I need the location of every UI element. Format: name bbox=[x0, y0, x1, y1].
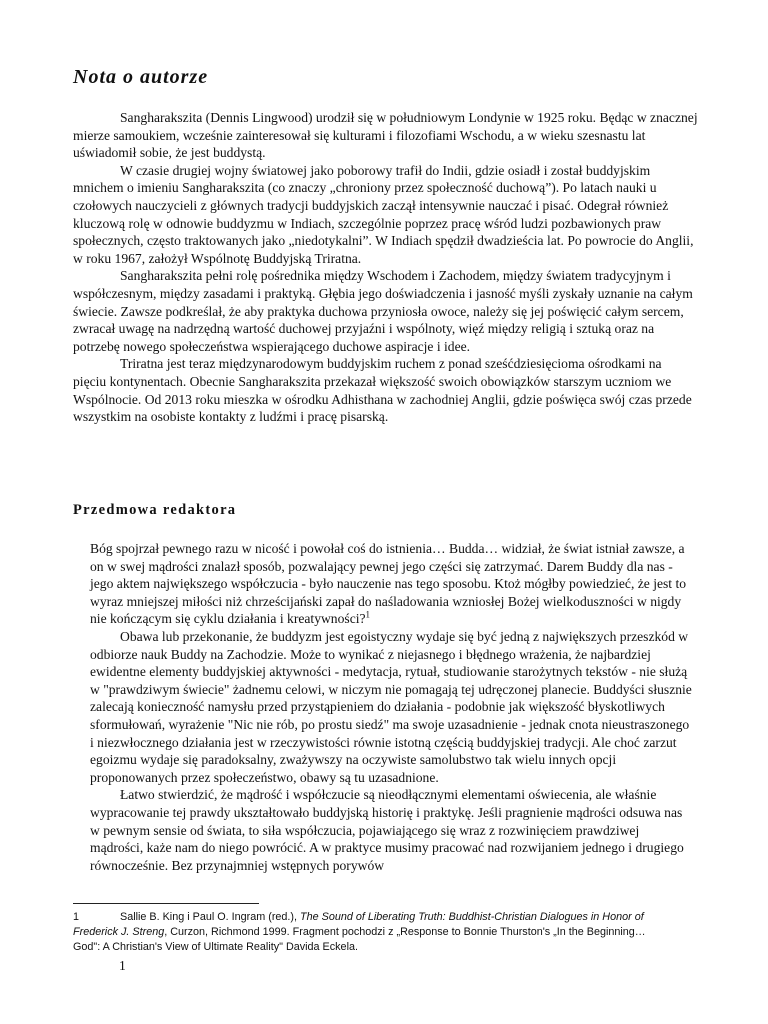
preface-paragraph: Łatwo stwierdzić, że mądrość i współczucie są nieodłącznymi elementami oświecenia, ale właśnie wypracowanie tej prawdy ukształtowało buddyjską historię i praktykę. Jeśli pragnienie mądrości odsuwa nas w pewnym sensie od świata, to siła współczucia, pojawiającego się wraz z rozwinięciem prawdziwej mądrości, każe nam do niego powrócić. A w praktyce musimy pracować nad rozwijaniem jednego i drugiego równocześnie. Bez przynajmniej wstępnych porywów bbox=[90, 787, 684, 873]
about-paragraph: W czasie drugiej wojny światowej jako poborowy trafił do Indii, gdzie osiadł i został buddyjskim mnichem o imieniu Sangharakszita (co znaczy „chroniony przez społeczność duchową”). Po latach nauki u czołowych nauczycieli z głównych tradycji buddyjskich zaczął intensywnie nauczać i pisać. Odegrał również kluczową rolę w odnowie buddyzmu w Indiach, szczególnie poprzez pracę wśród ludzi pozbawionych praw społecznych, często traktowanych jako „niedotykalni”. W Indiach spędził dwadzieścia lat. Po powrocie do Anglii, w roku 1967, założył Wspólnotę Buddyjską Triratna. bbox=[73, 162, 694, 266]
editor-preface-text bbox=[90, 540, 695, 874]
footnote bbox=[73, 910, 653, 955]
about-paragraph: Sangharakszita pełni rolę pośrednika między Wschodem i Zachodem, między światem tradycyjnym i współczesnym, między zasadami i praktyką. Głębia jego doświadczenia i jasność myśli zyskały uznanie na całym świecie. Zawsze podkreślał, że aby praktyka duchowa przyniosła owoce, należy się jej poświęcić całym sercem, zwracał uwagę na nadrzędną wartość duchowej przyjaźni i wspólnoty, więź między religią i sztuką oraz na potrzebę nowego społeczeństwa wspierającego duchowe aspiracje i idee. bbox=[73, 268, 693, 354]
about-paragraph: Sangharakszita (Dennis Lingwood) urodził się w południowym Londynie w 1925 roku. Będąc w znacznej mierze samoukiem, wcześnie zainteresował się kulturami i filozofiami Wschodu, a w wieku szesnastu lat uświadomił sobie, że jest buddystą. bbox=[73, 110, 698, 161]
preface-quote-text: Bóg spojrzał pewnego razu w nicość i powołał coś do istnienia… Budda… widział, że świat istniał zawsze, a on w swej mądrości znalazł sposób, pozwalający pewnej jego części się zatrzymać. Darem Buddy dla nas - jego aktem największego współczucia - było nauczenie nas tego sposobu. Ktoż mógłby powiedzieć, że jest to wyraz mniejszej miłości niż chrześcijański zapał do naśladowania wzniosłej Bożej wielkoduszności w nigdy nie kończącym się cyklu działania i kreatywności? bbox=[90, 541, 687, 627]
preface-paragraph: Obawa lub przekonanie, że buddyzm jest egoistyczny wydaje się być jedną z największych przeszkód w odbiorze nauk Buddy na Zachodzie. Może to wynikać z niejasnego i błędnego wrażenia, że najbardziej ewidentne elementy buddyjskiej aktywności - medytacja, rytuał, studiowanie starożytnych tekstów - nie służą w "prawdziwym świecie" żadnemu celowi, w niczym nie pomagają tej udręczonej planecie. Buddyści słusznie zalecają konieczność namysłu przed przystąpieniem do działania - podobnie jak większość błyskotliwych sformułowań, wyrażenie "Nic nie rób, po prostu siedź" ma swoje uzasadnienie - jednak cnota nieustraszonego i niezwłocznego działania jest w rzeczywistości równie istotną częścią buddyjskiej tradycji. Ale choć zarzut egoizmu wydaje się paradoksalny, zważywszy na oczywiste samolubstwo tak wielu innych opcji proponowanych przez społeczeństwo, obawy są tu uzasadnione. bbox=[90, 628, 692, 785]
about-author-text bbox=[73, 109, 698, 426]
editor-preface-heading: Przedmowa redaktora bbox=[73, 502, 237, 518]
about-paragraph: Triratna jest teraz międzynarodowym buddyjskim ruchem z ponad sześćdziesięcioma ośrodkami na pięciu kontynentach. Obecnie Sangharakszita przekazał większość swoich obowiązków starszym uczniom we Wspólnocie. Od 2013 roku mieszka w ośrodku Adhisthana w zachodniej Anglii, gdzie poświęca swój czas przede wszystkim na osobiste kontakty z ludźmi i pracę pisarską. bbox=[73, 356, 692, 425]
preface-quote bbox=[90, 540, 695, 628]
page-number: 1 bbox=[119, 958, 126, 973]
footnote-text-after: , Curzon, Richmond 1999. Fragment pochodzi z „Response to Bonnie Thurston's „In the Beginning…God": A Christian's View of Ultimate Reality" Davida Eckela. bbox=[73, 926, 646, 953]
about-author-heading: Nota o autorze bbox=[73, 66, 209, 88]
footnote-number: 1 bbox=[73, 911, 80, 923]
footnote-divider bbox=[73, 903, 259, 904]
footnote-book-title: The Sound of Liberating Truth: Buddhist-Christian Dialogues in Honor of Frederick J. Streng bbox=[73, 911, 644, 938]
footnote-ref[interactable]: 1 bbox=[365, 609, 371, 620]
footnote-text-before: Sallie B. King i Paul O. Ingram (red.), bbox=[120, 911, 298, 923]
